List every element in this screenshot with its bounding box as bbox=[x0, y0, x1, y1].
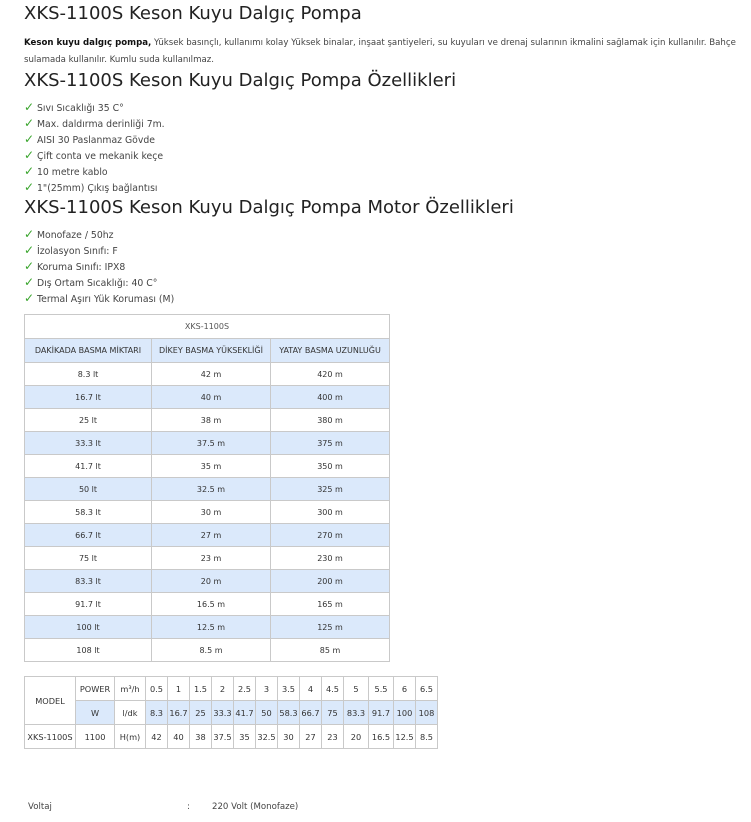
motor-feature-text: İzolasyon Sınıfı: F bbox=[37, 246, 118, 257]
table-cell: 16.7 lt bbox=[25, 386, 152, 409]
power-value: 1100 bbox=[76, 725, 115, 749]
feature-text: AISI 30 Paslanmaz Gövde bbox=[37, 135, 155, 146]
table-cell: 270 m bbox=[271, 524, 390, 547]
table-cell: 30 m bbox=[152, 501, 271, 524]
table-cell: 85 m bbox=[271, 639, 390, 662]
motor-feature-text: Koruma Sınıfı: IPX8 bbox=[37, 262, 126, 273]
head-cell: 27 bbox=[300, 725, 322, 749]
ldk-label: l/dk bbox=[115, 701, 146, 725]
feature-text: Max. daldırma derinliği 7m. bbox=[37, 119, 165, 130]
check-icon: ✓ bbox=[24, 259, 35, 273]
m3h-cell: 3.5 bbox=[278, 677, 300, 701]
feature-item bbox=[24, 115, 165, 131]
head-cell: 23 bbox=[322, 725, 344, 749]
motor-feature-item bbox=[24, 242, 174, 258]
feature-text: Çift conta ve mekanik keçe bbox=[37, 151, 164, 162]
ldk-cell: 41.7 bbox=[234, 701, 256, 725]
head-cell: 35 bbox=[234, 725, 256, 749]
intro-bold: Keson kuyu dalgıç pompa, bbox=[24, 38, 152, 48]
table-cell: 32.5 m bbox=[152, 478, 271, 501]
table-cell: 375 m bbox=[271, 432, 390, 455]
table-row bbox=[25, 616, 390, 639]
table-cell: 325 m bbox=[271, 478, 390, 501]
table-row bbox=[25, 363, 390, 386]
ldk-cell: 75 bbox=[322, 701, 344, 725]
table-cell: 20 m bbox=[152, 570, 271, 593]
feature-text: Sıvı Sıcaklığı 35 C° bbox=[37, 103, 124, 114]
header-horizontal-length: YATAY BASMA UZUNLUĞU bbox=[271, 339, 390, 363]
feature-item bbox=[24, 99, 165, 115]
table-cell: 23 m bbox=[152, 547, 271, 570]
m3h-cell: 6 bbox=[394, 677, 416, 701]
table-cell: 42 m bbox=[152, 363, 271, 386]
table-cell: 230 m bbox=[271, 547, 390, 570]
model-name: XKS-1100S bbox=[25, 725, 76, 749]
motor-feature-item bbox=[24, 274, 174, 290]
voltage-value: 220 Volt (Monofaze) bbox=[212, 802, 299, 812]
ldk-cell: 83.3 bbox=[344, 701, 369, 725]
motor-feature-item bbox=[24, 290, 174, 306]
feature-item bbox=[24, 163, 165, 179]
check-icon: ✓ bbox=[24, 100, 35, 114]
check-icon: ✓ bbox=[24, 116, 35, 130]
feature-text: 1"(25mm) Çıkış bağlantısı bbox=[37, 183, 158, 194]
ldk-cell: 8.3 bbox=[146, 701, 168, 725]
m3h-cell: 6.5 bbox=[416, 677, 438, 701]
feature-item bbox=[24, 179, 165, 195]
motor-features-list bbox=[24, 226, 174, 306]
table-cell: 75 lt bbox=[25, 547, 152, 570]
ldk-cell: 91.7 bbox=[369, 701, 394, 725]
power-label: POWER bbox=[76, 677, 115, 701]
check-icon: ✓ bbox=[24, 243, 35, 257]
table-cell: 380 m bbox=[271, 409, 390, 432]
intro-line1: Yüksek basınçlı, kullanımı kolay Yüksek binalar, inşaat şantiyeleri, su kuyuları ve drenaj sularının ikmalini sağlamak için kullanılır. Bahçe bbox=[151, 38, 736, 48]
ldk-cell: 58.3 bbox=[278, 701, 300, 725]
table-cell: 27 m bbox=[152, 524, 271, 547]
m3h-cell: 5 bbox=[344, 677, 369, 701]
table-cell: 300 m bbox=[271, 501, 390, 524]
head-cell: 20 bbox=[344, 725, 369, 749]
motor-features-title: XKS-1100S Keson Kuyu Dalgıç Pompa Motor Özellikleri bbox=[24, 197, 514, 218]
table-cell: 41.7 lt bbox=[25, 455, 152, 478]
m3h-cell: 1 bbox=[168, 677, 190, 701]
table-cell: 108 lt bbox=[25, 639, 152, 662]
head-cell: 8.5 bbox=[416, 725, 438, 749]
table-row bbox=[25, 570, 390, 593]
m3h-cell: 0.5 bbox=[146, 677, 168, 701]
table-cell: 200 m bbox=[271, 570, 390, 593]
check-icon: ✓ bbox=[24, 227, 35, 241]
features-title: XKS-1100S Keson Kuyu Dalgıç Pompa Özellikleri bbox=[24, 70, 457, 91]
table-cell: 12.5 m bbox=[152, 616, 271, 639]
head-cell: 40 bbox=[168, 725, 190, 749]
table-row bbox=[25, 524, 390, 547]
table-cell: 25 lt bbox=[25, 409, 152, 432]
table-row bbox=[25, 593, 390, 616]
voltage-label: Voltaj bbox=[28, 802, 52, 812]
table-cell: 8.5 m bbox=[152, 639, 271, 662]
head-cell: 30 bbox=[278, 725, 300, 749]
m3h-cell: 4.5 bbox=[322, 677, 344, 701]
table-cell: 100 lt bbox=[25, 616, 152, 639]
table-row bbox=[25, 455, 390, 478]
check-icon: ✓ bbox=[24, 275, 35, 289]
ldk-cell: 33.3 bbox=[212, 701, 234, 725]
table-cell: 58.3 lt bbox=[25, 501, 152, 524]
table-cell: 91.7 lt bbox=[25, 593, 152, 616]
table-cell: 400 m bbox=[271, 386, 390, 409]
motor-feature-text: Dış Ortam Sıcaklığı: 40 C° bbox=[37, 278, 158, 289]
motor-feature-text: Monofaze / 50hz bbox=[37, 230, 114, 241]
table-cell: 16.5 m bbox=[152, 593, 271, 616]
m3h-cell: 5.5 bbox=[369, 677, 394, 701]
ldk-cell: 100 bbox=[394, 701, 416, 725]
table-cell: 50 lt bbox=[25, 478, 152, 501]
head-cell: 37.5 bbox=[212, 725, 234, 749]
motor-feature-text: Termal Aşırı Yük Koruması (M) bbox=[37, 294, 175, 305]
head-cell: 12.5 bbox=[394, 725, 416, 749]
table-cell: 66.7 lt bbox=[25, 524, 152, 547]
m3h-cell: 2 bbox=[212, 677, 234, 701]
table-row bbox=[25, 432, 390, 455]
table-cell: 37.5 m bbox=[152, 432, 271, 455]
model-label: MODEL bbox=[25, 677, 76, 725]
table-row bbox=[25, 478, 390, 501]
check-icon: ✓ bbox=[24, 148, 35, 162]
header-vertical-head: DİKEY BASMA YÜKSEKLİĞİ bbox=[152, 339, 271, 363]
table-caption: XKS-1100S bbox=[25, 315, 390, 339]
head-cell: 42 bbox=[146, 725, 168, 749]
table-cell: 35 m bbox=[152, 455, 271, 478]
feature-item bbox=[24, 131, 165, 147]
head-cell: 38 bbox=[190, 725, 212, 749]
voltage-separator: : bbox=[187, 802, 190, 812]
ldk-cell: 66.7 bbox=[300, 701, 322, 725]
m3h-cell: 4 bbox=[300, 677, 322, 701]
table-cell: 83.3 lt bbox=[25, 570, 152, 593]
head-cell: 16.5 bbox=[369, 725, 394, 749]
head-cell: 32.5 bbox=[256, 725, 278, 749]
table-row bbox=[25, 409, 390, 432]
table-cell: 420 m bbox=[271, 363, 390, 386]
ldk-cell: 108 bbox=[416, 701, 438, 725]
table-cell: 40 m bbox=[152, 386, 271, 409]
w-label: W bbox=[76, 701, 115, 725]
intro-paragraph bbox=[24, 35, 751, 69]
features-list bbox=[24, 99, 165, 195]
check-icon: ✓ bbox=[24, 132, 35, 146]
h-label: H(m) bbox=[115, 725, 146, 749]
page-title: XKS-1100S Keson Kuyu Dalgıç Pompa bbox=[24, 3, 362, 24]
m3h-cell: 2.5 bbox=[234, 677, 256, 701]
m3h-cell: 3 bbox=[256, 677, 278, 701]
table-cell: 350 m bbox=[271, 455, 390, 478]
check-icon: ✓ bbox=[24, 164, 35, 178]
performance-table-body bbox=[25, 363, 390, 662]
table-cell: 33.3 lt bbox=[25, 432, 152, 455]
header-flow: DAKİKADA BASMA MİKTARI bbox=[25, 339, 152, 363]
ldk-cell: 50 bbox=[256, 701, 278, 725]
table-cell: 125 m bbox=[271, 616, 390, 639]
m3h-label: m³/h bbox=[115, 677, 146, 701]
performance-table bbox=[24, 314, 390, 662]
model-spec-table bbox=[24, 676, 438, 749]
table-cell: 8.3 lt bbox=[25, 363, 152, 386]
ldk-cell: 25 bbox=[190, 701, 212, 725]
intro-line2: sulamada kullanılır. Kumlu suda kullanılmaz. bbox=[24, 55, 214, 65]
table-row bbox=[25, 639, 390, 662]
table-row bbox=[25, 386, 390, 409]
feature-text: 10 metre kablo bbox=[37, 167, 108, 178]
table-row bbox=[25, 501, 390, 524]
check-icon: ✓ bbox=[24, 291, 35, 305]
check-icon: ✓ bbox=[24, 180, 35, 194]
motor-feature-item bbox=[24, 226, 174, 242]
m3h-cell: 1.5 bbox=[190, 677, 212, 701]
motor-feature-item bbox=[24, 258, 174, 274]
table-cell: 38 m bbox=[152, 409, 271, 432]
table-cell: 165 m bbox=[271, 593, 390, 616]
feature-item bbox=[24, 147, 165, 163]
ldk-cell: 16.7 bbox=[168, 701, 190, 725]
table-row bbox=[25, 547, 390, 570]
